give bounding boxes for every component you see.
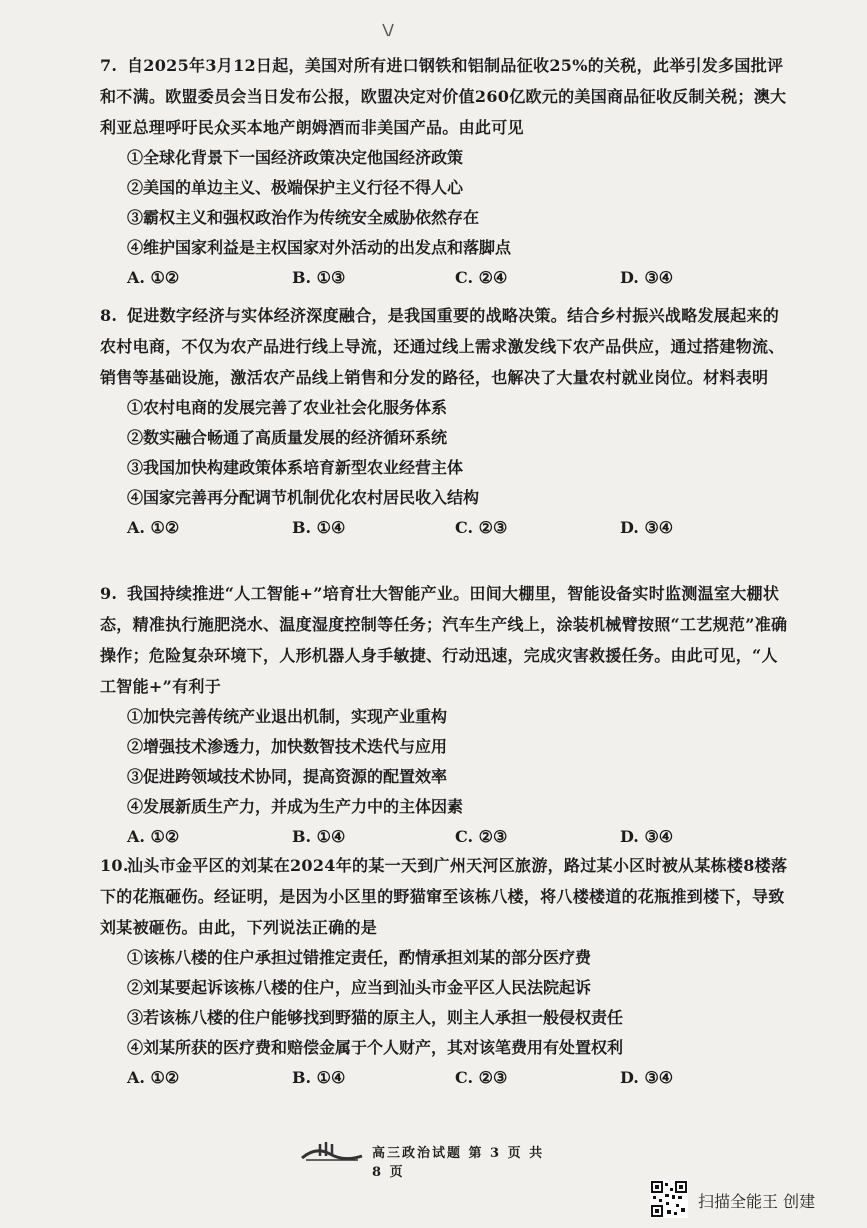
question-stem (100, 850, 790, 943)
question-stem (100, 50, 790, 143)
question-number: 8. (100, 306, 118, 325)
choice-b: B. ①④ (292, 518, 346, 537)
question-text: 我国持续推进“人工智能+”培育壮大智能产业。田间大棚里，智能设备实时监测温室大棚状态，精准执行施肥浇水、温度湿度控制等任务；汽车生产线上，涂装机械臂按照“工艺规范”准确操作；危险复杂环境下，人形机器人身手敏捷、行动迅速，完成灾害救援任务。由此可见，“人工智能+”有利于 (100, 584, 788, 696)
answer-choices (127, 263, 790, 293)
choice-d: D. ③④ (620, 1068, 674, 1087)
statement-1: ①该栋八楼的住户承担过错推定责任，酌情承担刘某的部分医疗费 (127, 948, 592, 967)
statement-3: ③霸权主义和强权政治作为传统安全威胁依然存在 (127, 208, 480, 227)
choice-a: A. ①② (127, 827, 180, 846)
school-logo-icon (300, 1140, 364, 1162)
choice-a: A. ①② (127, 1068, 180, 1087)
statement-3: ③我国加快构建政策体系培育新型农业经营主体 (127, 458, 464, 477)
choice-c: C. ②④ (455, 268, 508, 287)
statement-3: ③促进跨领域技术协同，提高资源的配置效率 (127, 767, 448, 786)
statement-4: ④国家完善再分配调节机制优化农村居民收入结构 (127, 488, 480, 507)
statement-2: ②增强技术渗透力，加快数智技术迭代与应用 (127, 737, 448, 756)
binding-mark-icon (380, 22, 396, 38)
question-10 (100, 850, 790, 1093)
footer-page-info: 高三政治试题 第 3 页 共 8 页 (372, 1146, 545, 1180)
statement-4: ④刘某所获的医疗费和赔偿金属于个人财产，其对该笔费用有处置权利 (127, 1038, 624, 1057)
scanner-watermark (650, 1180, 850, 1220)
choice-b: B. ①④ (292, 827, 346, 846)
statement-2: ②数实融合畅通了高质量发展的经济循环系统 (127, 428, 448, 447)
question-text: 自2025年3月12日起，美国对所有进口钢铁和铝制品征收25%的关税，此举引发多国批评和不满。欧盟委员会当日发布公报，欧盟决定对价值260亿欧元的美国商品征收反制关税；澳大利亚总理呼吁民众买本地产朗姆酒而非美国产品。由此可见 (100, 56, 787, 137)
question-number: 7. (100, 56, 118, 75)
answer-choices (127, 822, 790, 852)
statement-2: ②刘某要起诉该栋八楼的住户，应当到汕头市金平区人民法院起诉 (127, 978, 592, 997)
question-8 (100, 300, 790, 543)
qr-code-icon (650, 1180, 688, 1218)
answer-choices (127, 1063, 790, 1093)
question-text: 汕头市金平区的刘某在2024年的某一天到广州天河区旅游，路过某小区时被从某栋楼8楼落下的花瓶砸伤。经证明，是因为小区里的野猫窜至该栋八楼，将八楼楼道的花瓶推到楼下，导致刘某被砸伤。由此，下列说法正确的是 (100, 856, 788, 937)
choice-b: B. ①③ (292, 268, 346, 287)
scanner-credit-text: 扫描全能王 创建 (698, 1192, 816, 1211)
question-9 (100, 578, 790, 852)
statement-4: ④发展新质生产力，并成为生产力中的主体因素 (127, 797, 464, 816)
choice-c: C. ②③ (455, 518, 508, 537)
choice-b: B. ①④ (292, 1068, 346, 1087)
question-7 (100, 50, 790, 293)
choice-a: A. ①② (127, 268, 180, 287)
question-number: 9. (100, 584, 118, 603)
question-number: 10. (100, 856, 129, 875)
question-stem (100, 578, 790, 702)
statement-3: ③若该栋八楼的住户能够找到野猫的原主人，则主人承担一般侵权责任 (127, 1008, 624, 1027)
choice-d: D. ③④ (620, 827, 674, 846)
choice-c: C. ②③ (455, 827, 508, 846)
statement-1: ①农村电商的发展完善了农业社会化服务体系 (127, 398, 448, 417)
statement-1: ①加快完善传统产业退出机制，实现产业重构 (127, 707, 448, 726)
answer-choices (127, 513, 790, 543)
statement-4: ④维护国家利益是主权国家对外活动的出发点和落脚点 (127, 238, 512, 257)
choice-c: C. ②③ (455, 1068, 508, 1087)
question-text: 促进数字经济与实体经济深度融合，是我国重要的战略决策。结合乡村振兴战略发展起来的农村电商，不仅为农产品进行线上导流，还通过线上需求激发线下农产品供应，通过搭建物流、销售等基础设施，激活农产品线上销售和分发的路径，也解决了大量农村就业岗位。材料表明 (100, 306, 785, 387)
choice-a: A. ①② (127, 518, 180, 537)
statement-2: ②美国的单边主义、极端保护主义行径不得人心 (127, 178, 464, 197)
choice-d: D. ③④ (620, 268, 674, 287)
statement-1: ①全球化背景下一国经济政策决定他国经济政策 (127, 148, 464, 167)
question-stem (100, 300, 790, 393)
choice-d: D. ③④ (620, 518, 674, 537)
page-footer (300, 1140, 560, 1180)
